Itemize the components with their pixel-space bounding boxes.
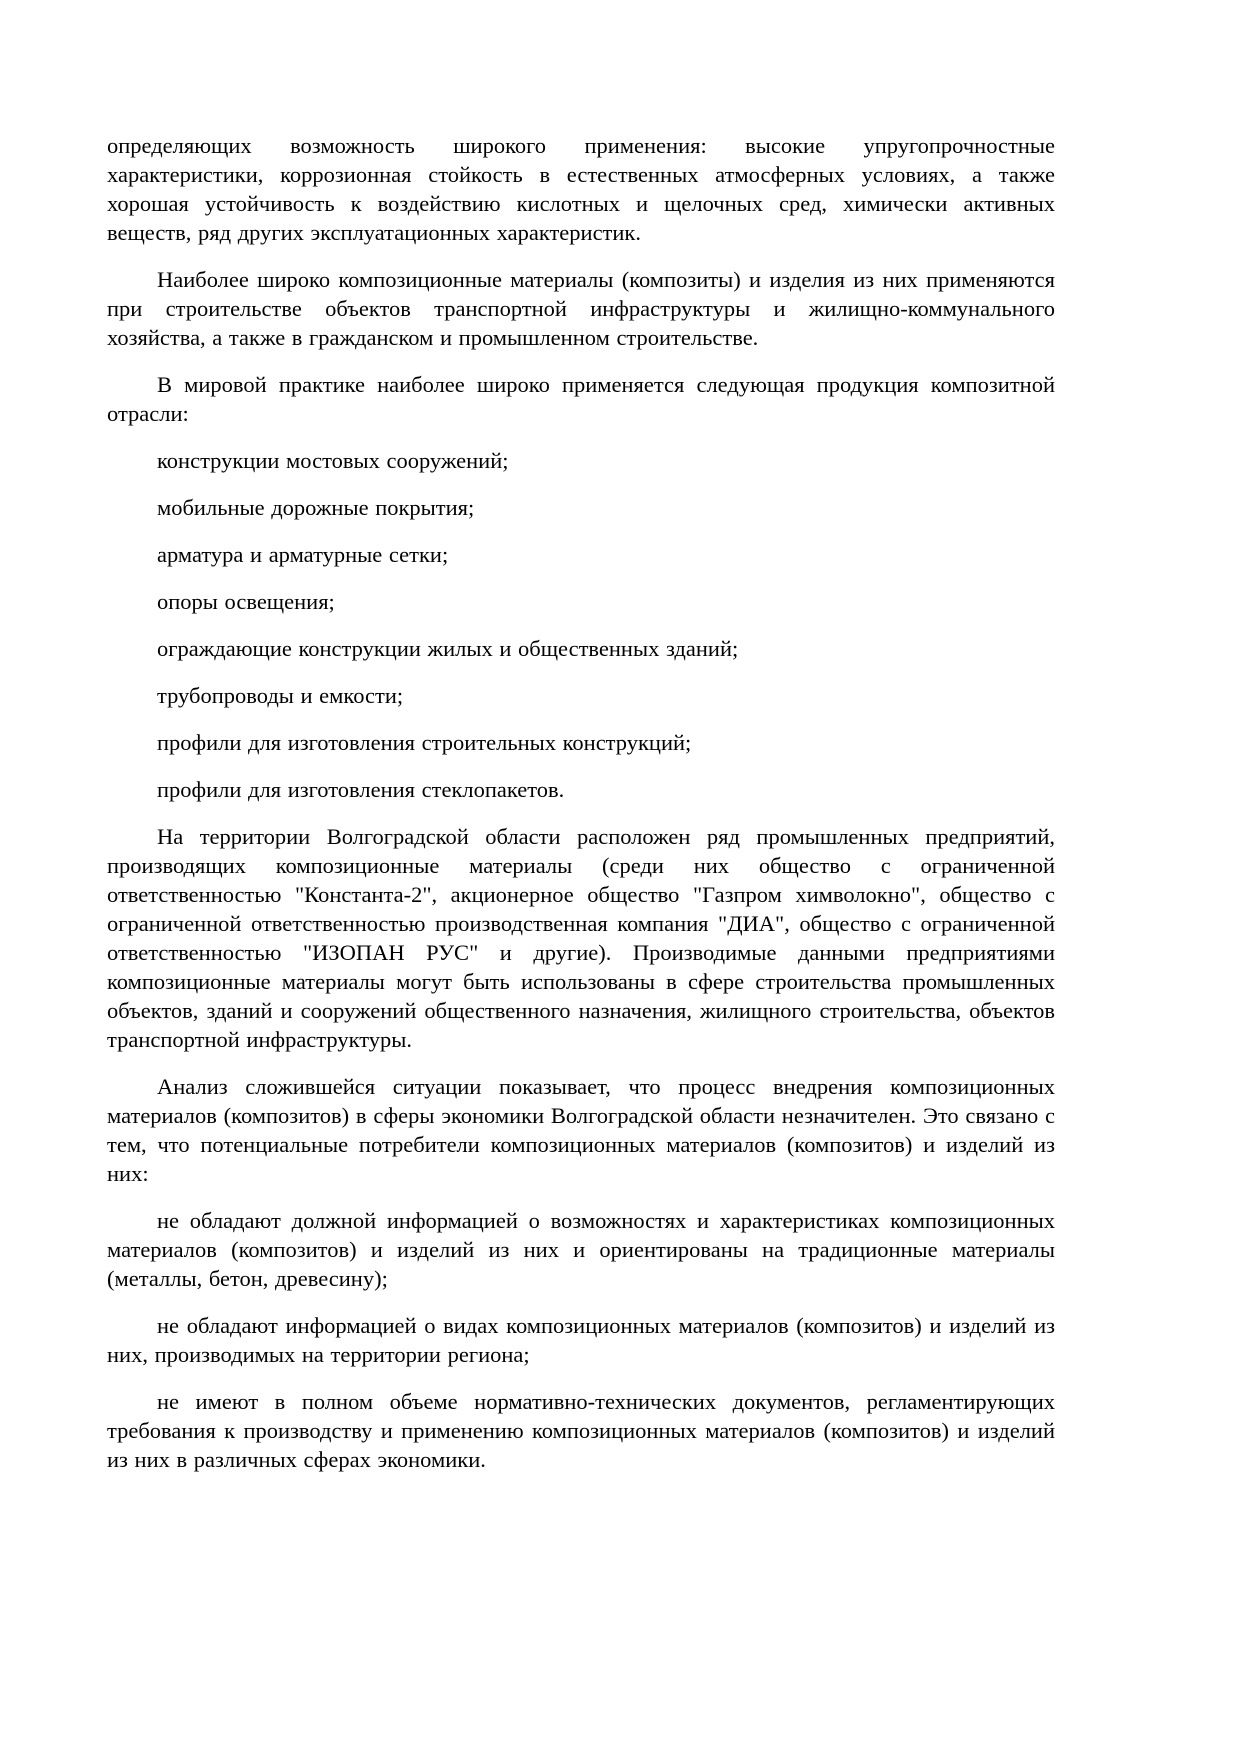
document-body (107, 131, 1055, 1474)
paragraph: определяющих возможность широкого применения: высокие упругопрочностные характеристики, коррозионная стойкость в естественных атмосферных условиях, а также хорошая устойчивость к воздействию кислотных и щелочных сред, химически активных веществ, ряд других эксплуатационных характеристик. (107, 133, 1055, 245)
list-item: трубопроводы и емкости; (157, 683, 404, 708)
paragraph: не обладают должной информацией о возможностях и характеристиках композиционных материалов (композитов) и изделий из них и ориентированы на традиционные материалы (металлы, бетон, древесину); (107, 1208, 1055, 1291)
list-item: профили для изготовления строительных конструкций; (157, 730, 692, 755)
list-item: мобильные дорожные покрытия; (157, 495, 475, 520)
paragraph: На территории Волгоградской области расположен ряд промышленных предприятий, производящих композиционные материалы (среди них общество с ограниченной ответственностью "Константа-2", акционерное общество "Газпром химволокно", общество с ограниченной ответственностью производственная компания "ДИА", общество с ограниченной ответственностью "ИЗОПАН РУС" и другие). Производимые данными предприятиями композиционные материалы могут быть использованы в сфере строительства промышленных объектов, зданий и сооружений общественного назначения, жилищного строительства, объектов транспортной инфраструктуры. (107, 824, 1055, 1052)
paragraph: не обладают информацией о видах композиционных материалов (композитов) и изделий из них, производимых на территории региона; (107, 1313, 1055, 1367)
list-item: арматура и арматурные сетки; (157, 542, 449, 567)
paragraph: В мировой практике наиболее широко применяется следующая продукция композитной отрасли: (107, 372, 1055, 426)
paragraph: Наиболее широко композиционные материалы (композиты) и изделия из них применяются при строительстве объектов транспортной инфраструктуры и жилищно-коммунального хозяйства, а также в гражданском и промышленном строительстве. (107, 267, 1055, 350)
list-item: профили для изготовления стеклопакетов. (157, 777, 565, 802)
paragraph: Анализ сложившейся ситуации показывает, что процесс внедрения композиционных материалов (композитов) в сферы экономики Волгоградской области незначителен. Это связано с тем, что потенциальные потребители композиционных материалов (композитов) и изделий из них: (107, 1074, 1055, 1186)
list-item: конструкции мостовых сооружений; (157, 448, 509, 473)
paragraph: не имеют в полном объеме нормативно-технических документов, регламентирующих требования к производству и применению композиционных материалов (композитов) и изделий из них в различных сферах экономики. (107, 1389, 1055, 1472)
list-item: опоры освещения; (157, 589, 335, 614)
list-item: ограждающие конструкции жилых и общественных зданий; (157, 636, 739, 661)
